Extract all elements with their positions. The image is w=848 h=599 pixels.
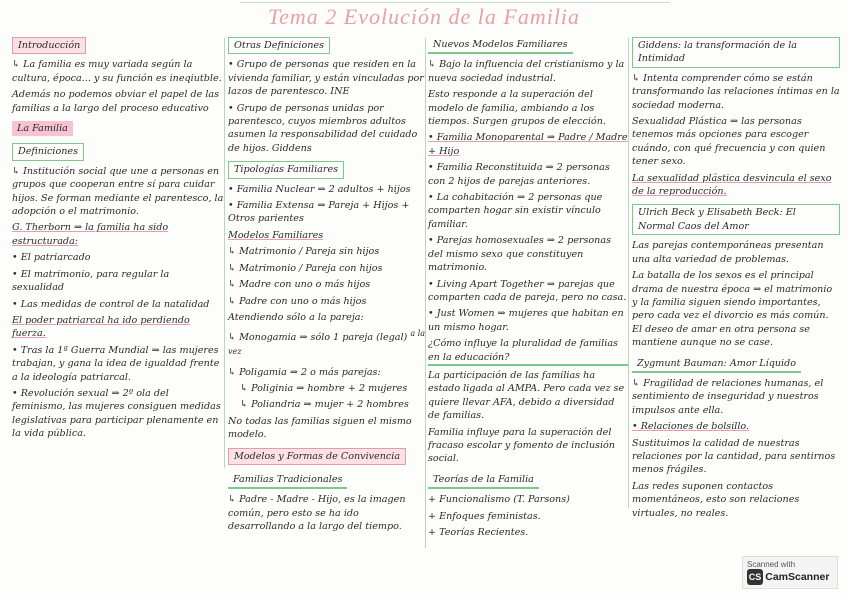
bullet: • El matrimonio, para regular la sexualidad <box>12 268 170 294</box>
bullet: • Revolución sexual ⇒ 2º ola del feminismo, las mujeres consiguen medidas legislativas para participar plenamente en la vida pública. <box>12 387 221 440</box>
top-rule <box>240 2 670 3</box>
list-item: ↳ Matrimonio / Pareja con hijos <box>228 262 383 274</box>
paragraph: Sexualidad Plástica ⇒ las personas tenemos más opciones para escoger cuándo, con qué frecuencia y con quien tener sexo. <box>632 116 826 168</box>
list-item: + Funcionalismo (T. Parsons) <box>428 494 570 506</box>
bullet: • Tras la 1ª Guerra Mundial ⇒ las mujeres trabajan, y gana la idea de igualdad frente a la ideología patriarcal. <box>12 344 220 383</box>
column-divider <box>224 38 225 468</box>
paragraph: ↳ La familia es muy variada según la cultura, época... y su función es ineqiutble. <box>12 59 222 84</box>
bullet: • La cohabitación ⇒ 2 personas que comparten hogar sin existir vínculo familiar. <box>428 192 603 230</box>
paragraph: Sustituimos la calidad de nuestras relaciones por la cantidad, para sentirnos menos frágiles. <box>632 437 836 476</box>
paragraph: La participación de las familias ha estado ligada al AMPA. Pero cada vez se quiere llevar AFA, debido a diversidad de familias. <box>428 369 625 422</box>
heading-tipologias: Tipologías Familiares <box>228 161 344 178</box>
annotation: a la vez <box>228 329 426 356</box>
question: ¿Cómo influye la pluralidad de familias en la educación? <box>428 337 628 366</box>
heading-beck: Ulrich Beck y Elisabeth Beck: El Normal Caos del Amor <box>632 204 840 235</box>
bullet: • El patriarcado <box>12 252 91 264</box>
list-item: ↳ Madre con uno o más hijos <box>228 279 371 291</box>
paragraph: Familia influye para la superación del fracaso escolar y fomento de inclusión social. <box>428 426 615 465</box>
heading-bauman: Zygmunt Bauman: Amor Líquido <box>632 356 801 373</box>
subheading-modelos: Modelos Familiares <box>228 229 324 241</box>
bullet: • Familia Extensa ⇒ Pareja + Hijos + Otros parientes <box>228 200 410 225</box>
heading-giddens: Giddens: la transformación de la Intimidad <box>632 37 840 68</box>
paragraph: Las parejas contemporáneas presentan una alta variedad de problemas. <box>632 240 824 265</box>
bullet: • Familia Reconstituida ⇒ 2 personas con 2 hijos de parejas anteriores. <box>428 162 610 187</box>
paragraph: ↳ Padre - Madre - Hijo, es la imagen común, pero esto se ha ido desarrollando a la largo del tiempo. <box>228 494 406 533</box>
bullet: • Grupo de personas unidas por parentesco, cuyos miembros adultos asumen la responsabilidad del cuidado de hijos. Giddens <box>228 102 418 154</box>
paragraph: Atendiendo sólo a la pareja: <box>228 311 364 323</box>
list-item-text: ↳ Monogamia ⇒ sólo 1 pareja (legal) <box>228 332 408 344</box>
column-4 <box>632 34 840 523</box>
paragraph: ↳ Institución social que une a personas en grupos que cooperan entre sí para cuidar hijos. Se forman mediante el parentesco, la adopción o el matrimonio. <box>12 165 224 218</box>
paragraph: ↳ Fragilidad de relaciones humanas, el sentimiento de inseguridad y nuestros impulsos ante ella. <box>632 377 824 416</box>
bullet: • Living Apart Together ⇒ parejas que comparten cada de pareja, pero no casa. <box>428 278 627 303</box>
bullet: • Relaciones de bolsillo. <box>632 421 750 433</box>
list-item: + Enfoques feministas. <box>428 510 541 522</box>
heading-familias-tradicionales: Familias Tradicionales <box>228 472 347 489</box>
list-item: ↳ Poligamia ⇒ 2 o más parejas: <box>228 366 381 378</box>
heading-otras-definiciones: Otras Definiciones <box>228 37 330 54</box>
heading-teorias: Teorías de la Familia <box>428 472 539 489</box>
paragraph: La sexualidad plástica desvincula el sexo de la reproducción. <box>632 172 832 198</box>
camscanner-watermark <box>742 556 838 589</box>
heading-introduccion: Introducción <box>12 37 86 54</box>
paragraph: Esto responde a la superación del modelo de familia, ambiando a los tiempos. Surgen grupos de elección. <box>428 89 606 128</box>
list-item: + Teorías Recientes. <box>428 527 529 538</box>
watermark-brand: CamScanner <box>765 571 830 583</box>
bullet: • Just Women ⇒ mujeres que habitan en un mismo hogar. <box>428 308 624 333</box>
list-item: ↳ Poliandria ⇒ mujer + 2 hombres <box>240 399 409 411</box>
column-2 <box>228 34 426 537</box>
bullet: • Familia Monoparental ⇒ Padre / Madre + Hijo <box>428 132 628 157</box>
paragraph-poder-patriarcal: El poder patriarcal ha ido perdiendo fuerza. <box>12 314 190 340</box>
column-1 <box>12 34 224 444</box>
page-title: Tema 2 Evolución de la Familia <box>267 4 581 29</box>
list-item: ↳ Padre con uno o más hijos <box>228 295 367 307</box>
paragraph: Las redes suponen contactos momentáneos, esto son relaciones virtuales, no reales. <box>632 480 800 519</box>
paragraph: No todas las familias siguen el mismo modelo. <box>228 415 412 441</box>
bullet: • Grupo de personas que residen en la vivienda familiar, y están vinculadas por lazos de parentesco. INE <box>228 59 424 98</box>
heading-nuevos-modelos: Nuevos Modelos Familiares <box>428 37 573 54</box>
camscanner-logo-icon: CS <box>747 569 763 585</box>
heading-modelos-convivencia: Modelos y Formas de Convivencia <box>228 448 406 465</box>
heading-definiciones: Definiciones <box>12 143 84 160</box>
list-item: ↳ Poliginia ⇒ hombre + 2 mujeres <box>240 382 408 394</box>
bullet: • Las medidas de control de la natalidad <box>12 298 210 310</box>
paragraph: La batalla de los sexos es el principal drama de nuestra época ⇒ el matrimonio y la familia siguen siendo importantes, pero cada vez el divorcio es más común. El deseo de amar en otra persona se mantiene aunque no se case. <box>632 270 833 349</box>
bullet: • Familia Nuclear ⇒ 2 adultos + hijos <box>228 183 411 195</box>
list-item: ↳ Matrimonio / Pareja sin hijos <box>228 246 380 258</box>
paragraph: ↳ Bajo la influencia del cristianismo y la nueva sociedad industrial. <box>428 59 625 84</box>
heading-la-familia: La Familia <box>12 121 73 136</box>
paragraph: Además no podemos obviar el papel de las familias a la largo del proceso educativo <box>12 89 220 114</box>
paragraph-therborn: G. Therborn ⇒ la familia ha sido estructurada: <box>12 222 169 247</box>
list-item <box>228 327 426 362</box>
column-divider <box>628 38 629 508</box>
column-3 <box>428 34 628 542</box>
bullet: • Parejas homosexuales ⇒ 2 personas del mismo sexo que constituyen matrimonio. <box>428 235 612 274</box>
paragraph: ↳ Intenta comprender cómo se están transformando las relaciones íntimas en la sociedad moderna. <box>632 72 840 111</box>
watermark-label: Scanned with <box>747 560 796 569</box>
